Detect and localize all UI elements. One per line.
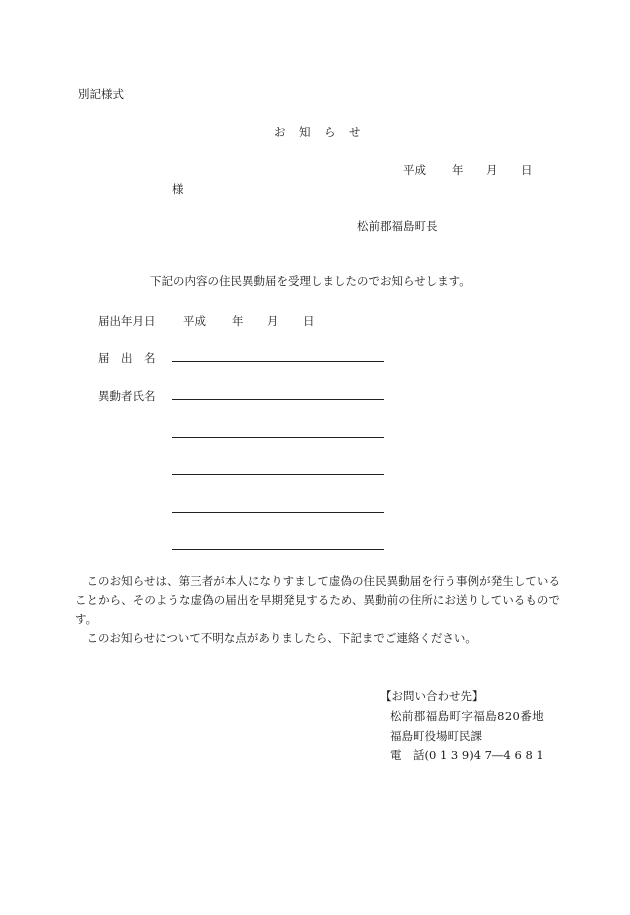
- moved-person-line-5: [172, 549, 384, 550]
- page-title: お 知 ら せ: [274, 125, 362, 139]
- notification-date-day: 日: [303, 314, 315, 328]
- contact-heading: 【お問い合わせ先】: [380, 689, 484, 703]
- addressee-suffix: 様: [172, 182, 184, 196]
- date-day: 日: [521, 163, 533, 177]
- date-year: 年: [452, 163, 464, 177]
- contact-phone: 電 話(0 1 3 9)4 7―4 6 8 1: [390, 748, 544, 762]
- notification-date-year: 年: [232, 314, 244, 328]
- moved-person-line-3: [172, 474, 384, 475]
- moved-person-line-4: [172, 512, 384, 513]
- date-month: 月: [486, 163, 498, 177]
- contact-address: 松前郡福島町字福島820番地: [390, 709, 545, 723]
- sender-name: 松前郡福島町長: [357, 219, 438, 233]
- filer-label: 届 出 名: [98, 351, 156, 365]
- body-paragraph-1: このお知らせは、第三者が本人になりすまして虚偽の住民異動届を行う事例が発生していることから、そのような虚偽の届出を早期発見するため、異動前の住所にお送りしているものです。: [75, 574, 560, 626]
- date-era: 平成: [403, 163, 426, 177]
- notification-date-era: 平成: [183, 314, 206, 328]
- filer-name-line: [172, 361, 384, 362]
- moved-person-line-1: [172, 399, 384, 400]
- intro-text: 下記の内容の住民異動届を受理しましたのでお知らせします。: [150, 274, 471, 288]
- notification-date-month: 月: [267, 314, 279, 328]
- moved-person-label: 異動者氏名: [98, 389, 156, 403]
- body-paragraph-2: このお知らせについて不明な点がありましたら、下記までご連絡ください。: [86, 631, 477, 645]
- contact-office: 福島町役場町民課: [390, 729, 482, 743]
- moved-person-line-2: [172, 437, 384, 438]
- form-label: 別記様式: [78, 87, 124, 101]
- notification-date-label: 届出年月日: [98, 314, 156, 328]
